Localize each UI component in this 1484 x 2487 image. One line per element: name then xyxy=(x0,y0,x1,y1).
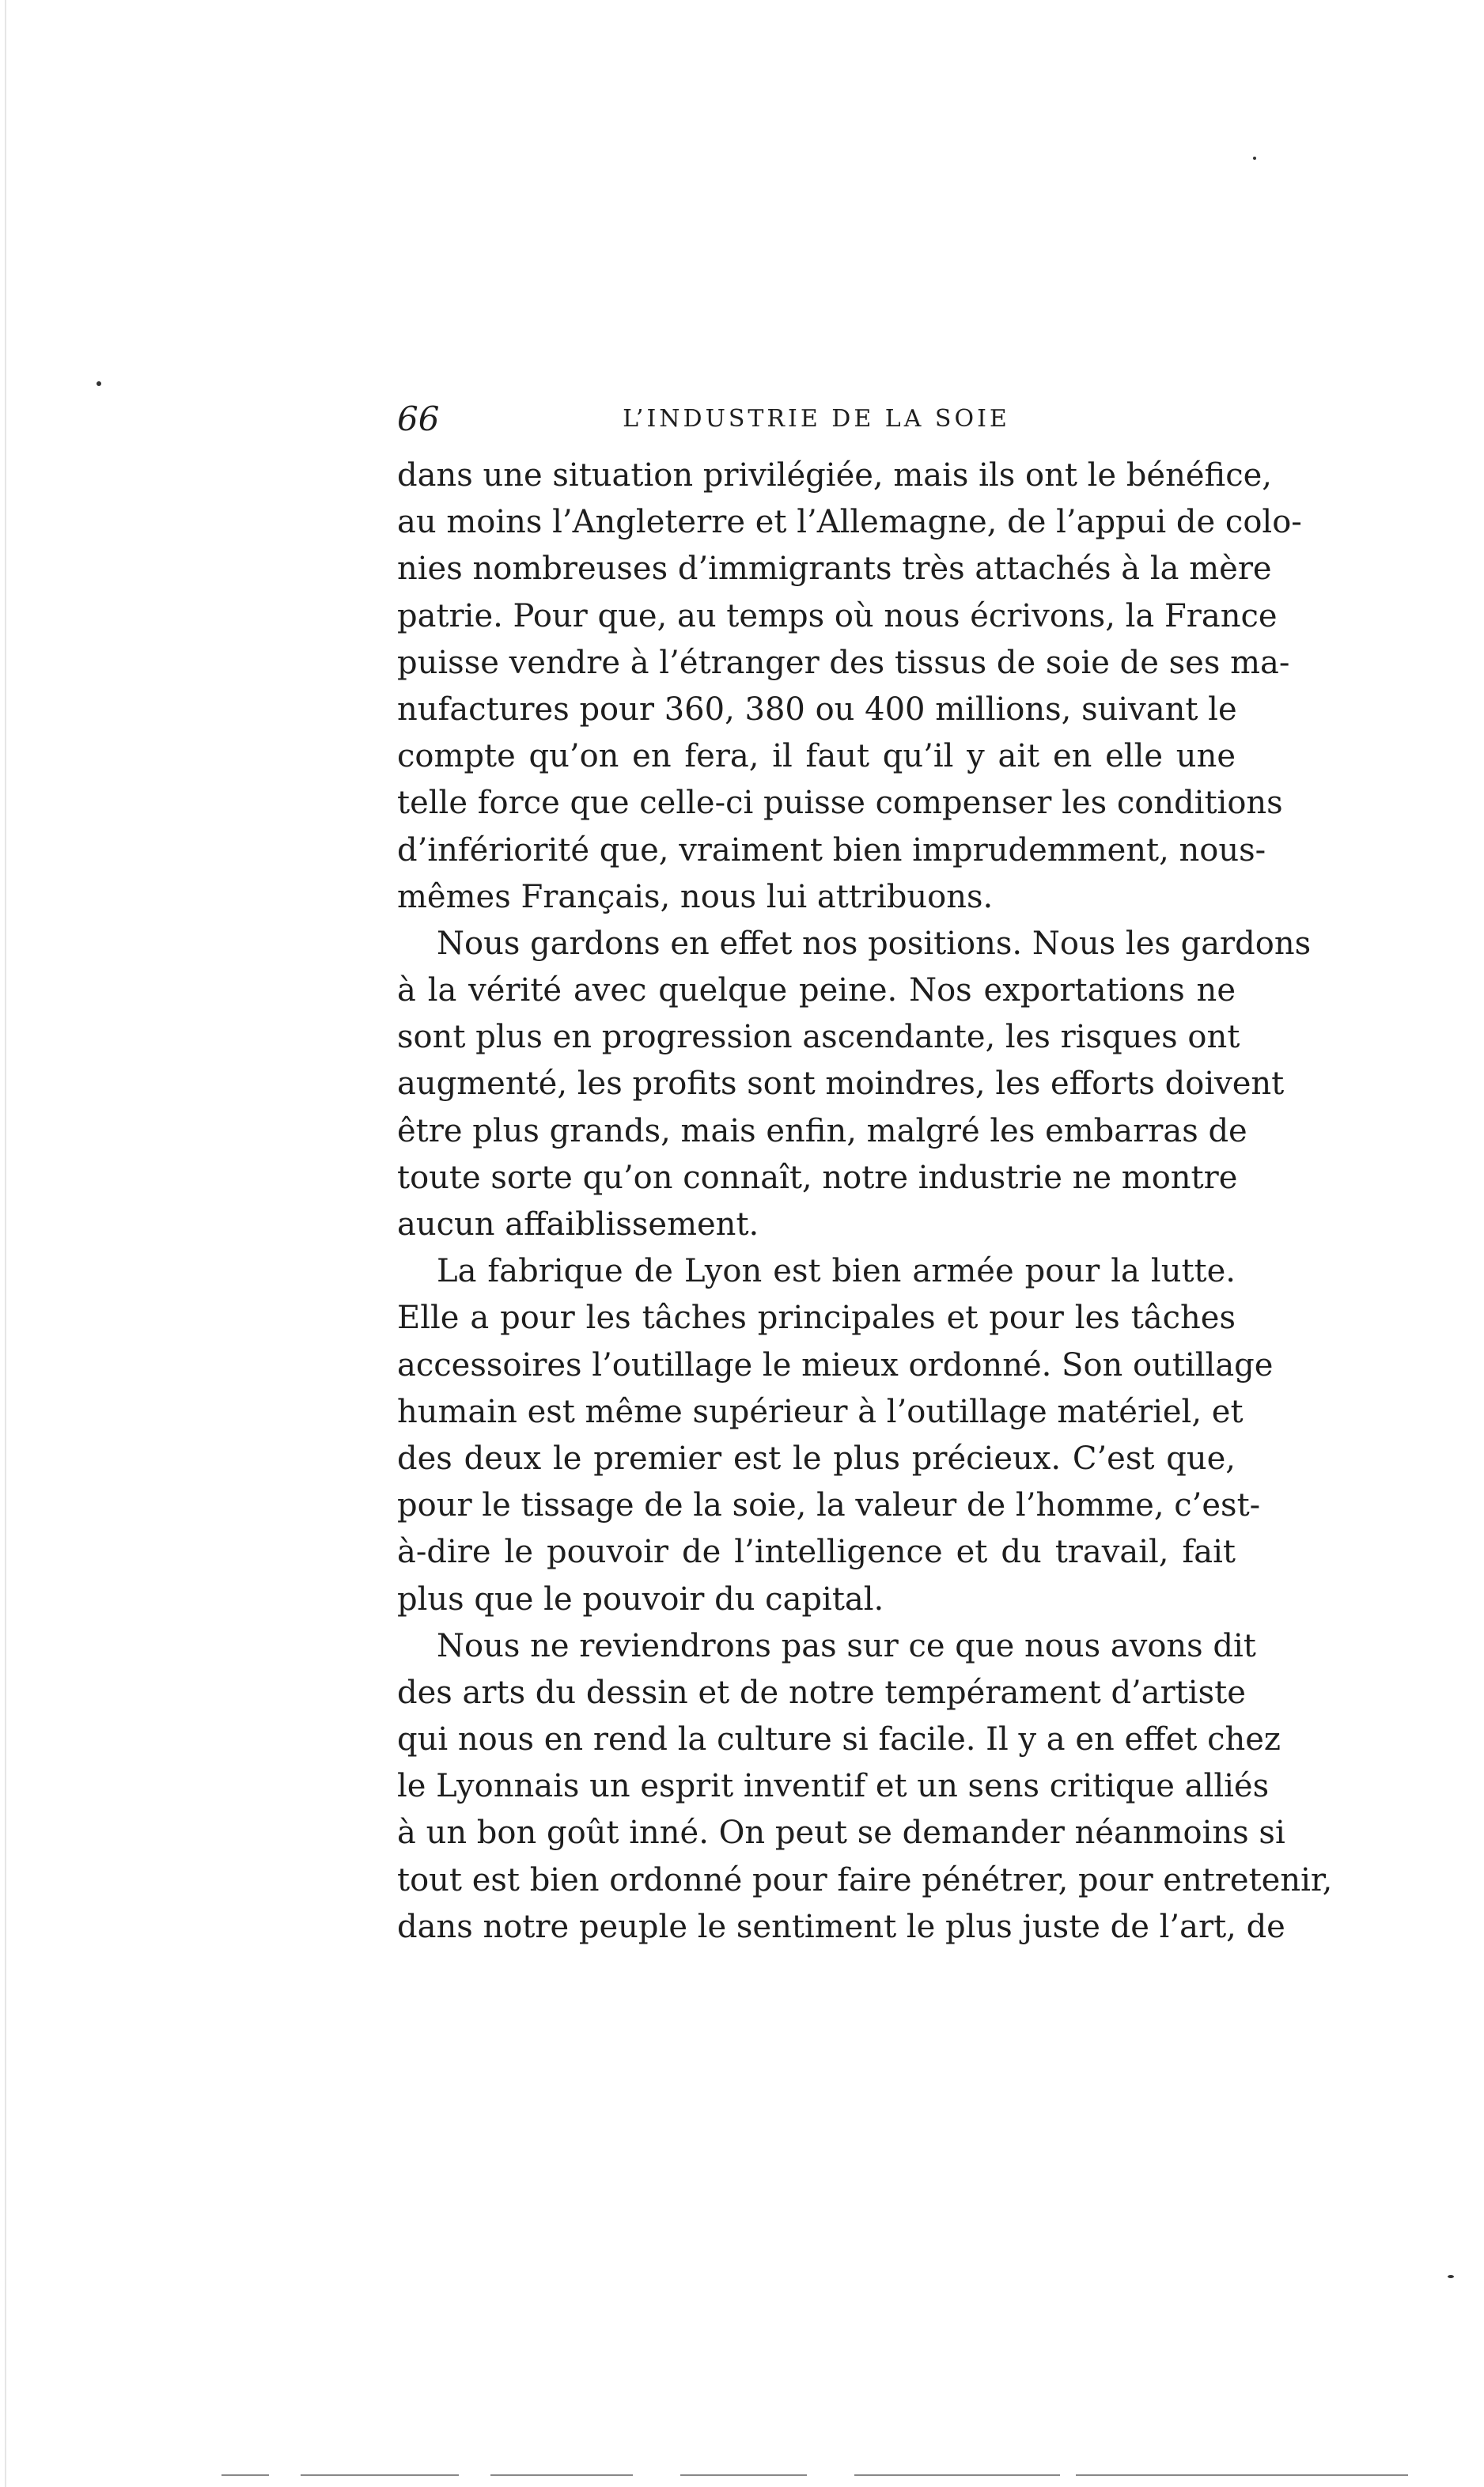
text-line: d’infériorité que, vraiment bien imprudemment, nous- xyxy=(397,831,1266,869)
text-line: à un bon goût inné. On peut se demander néanmoins si xyxy=(397,1815,1285,1852)
paragraph xyxy=(397,452,1302,921)
text-line: puisse vendre à l’étranger des tissus de soie de ses ma- xyxy=(397,644,1290,681)
text-line: au moins l’Angleterre et l’Allemagne, de l’appui de colo- xyxy=(397,504,1302,541)
page-number: 66 xyxy=(397,399,440,438)
text-line: humain est même supérieur à l’outillage matériel, et xyxy=(397,1393,1244,1430)
text-line: plus que le pouvoir du capital. xyxy=(397,1580,884,1618)
text-line: à-dire le pouvoir de l’intelligence et du travail, fait xyxy=(397,1534,1236,1571)
text-line: pour le tissage de la soie, la valeur de l’homme, c’est- xyxy=(397,1487,1261,1524)
text-line: La fabrique de Lyon est bien armée pour la lutte. xyxy=(437,1253,1236,1290)
page-edge-shadow xyxy=(5,0,6,2487)
body-text xyxy=(397,452,1333,1951)
ink-speck xyxy=(1448,2275,1454,2278)
running-title: L’INDUSTRIE DE LA SOIE xyxy=(623,405,1010,433)
text-line: le Lyonnais un esprit inventif et un sens critique alliés xyxy=(397,1768,1270,1805)
scan-mark xyxy=(221,2474,269,2476)
text-line: des deux le premier est le plus précieux. C’est que, xyxy=(397,1440,1236,1477)
text-line: être plus grands, mais enfin, malgré les embarras de xyxy=(397,1112,1247,1149)
scan-mark xyxy=(301,2474,459,2476)
text-line: Elle a pour les tâches principales et pour les tâches xyxy=(397,1300,1236,1337)
text-line: telle force que celle-ci puisse compenser les conditions xyxy=(397,785,1283,822)
text-line: nies nombreuses d’immigrants très attachés à la mère xyxy=(397,551,1272,588)
text-line: toute sorte qu’on connaît, notre industrie ne montre xyxy=(397,1159,1238,1196)
paragraph xyxy=(397,1623,1333,1951)
text-line: Nous gardons en effet nos positions. Nous les gardons xyxy=(437,925,1312,962)
ink-speck xyxy=(1253,157,1256,160)
text-line: dans notre peuple le sentiment le plus juste de l’art, de xyxy=(397,1908,1285,1945)
text-line: nufactures pour 360, 380 ou 400 millions, suivant le xyxy=(397,691,1237,728)
text-line: aucun affaiblissement. xyxy=(397,1206,759,1243)
scan-mark xyxy=(490,2474,633,2476)
text-line: tout est bien ordonné pour faire pénétrer, pour entretenir, xyxy=(397,1861,1333,1898)
text-line: dans une situation privilégiée, mais ils ont le bénéfice, xyxy=(397,457,1272,494)
text-line: à la vérité avec quelque peine. Nos exportations ne xyxy=(397,972,1236,1009)
paragraph xyxy=(397,921,1312,1248)
text-line: des arts du dessin et de notre tempérament d’artiste xyxy=(397,1674,1246,1711)
text-line: patrie. Pour que, au temps où nous écrivons, la France xyxy=(397,597,1278,634)
scan-mark xyxy=(680,2474,807,2476)
text-line: sont plus en progression ascendante, les risques ont xyxy=(397,1019,1240,1056)
scan-mark xyxy=(854,2474,1060,2476)
text-line: mêmes Français, nous lui attribuons. xyxy=(397,878,994,915)
text-line: Nous ne reviendrons pas sur ce que nous avons dit xyxy=(437,1627,1256,1664)
text-line: qui nous en rend la culture si facile. Il y a en effet chez xyxy=(397,1721,1281,1758)
text-line: accessoires l’outillage le mieux ordonné. Son outillage xyxy=(397,1346,1274,1384)
ink-speck xyxy=(97,381,101,386)
scan-mark xyxy=(1076,2474,1408,2476)
text-line: compte qu’on en fera, il faut qu’il y ait en elle une xyxy=(397,738,1236,775)
text-line: augmenté, les profits sont moindres, les efforts doivent xyxy=(397,1066,1285,1103)
running-head xyxy=(397,396,1236,443)
paragraph xyxy=(397,1248,1274,1623)
